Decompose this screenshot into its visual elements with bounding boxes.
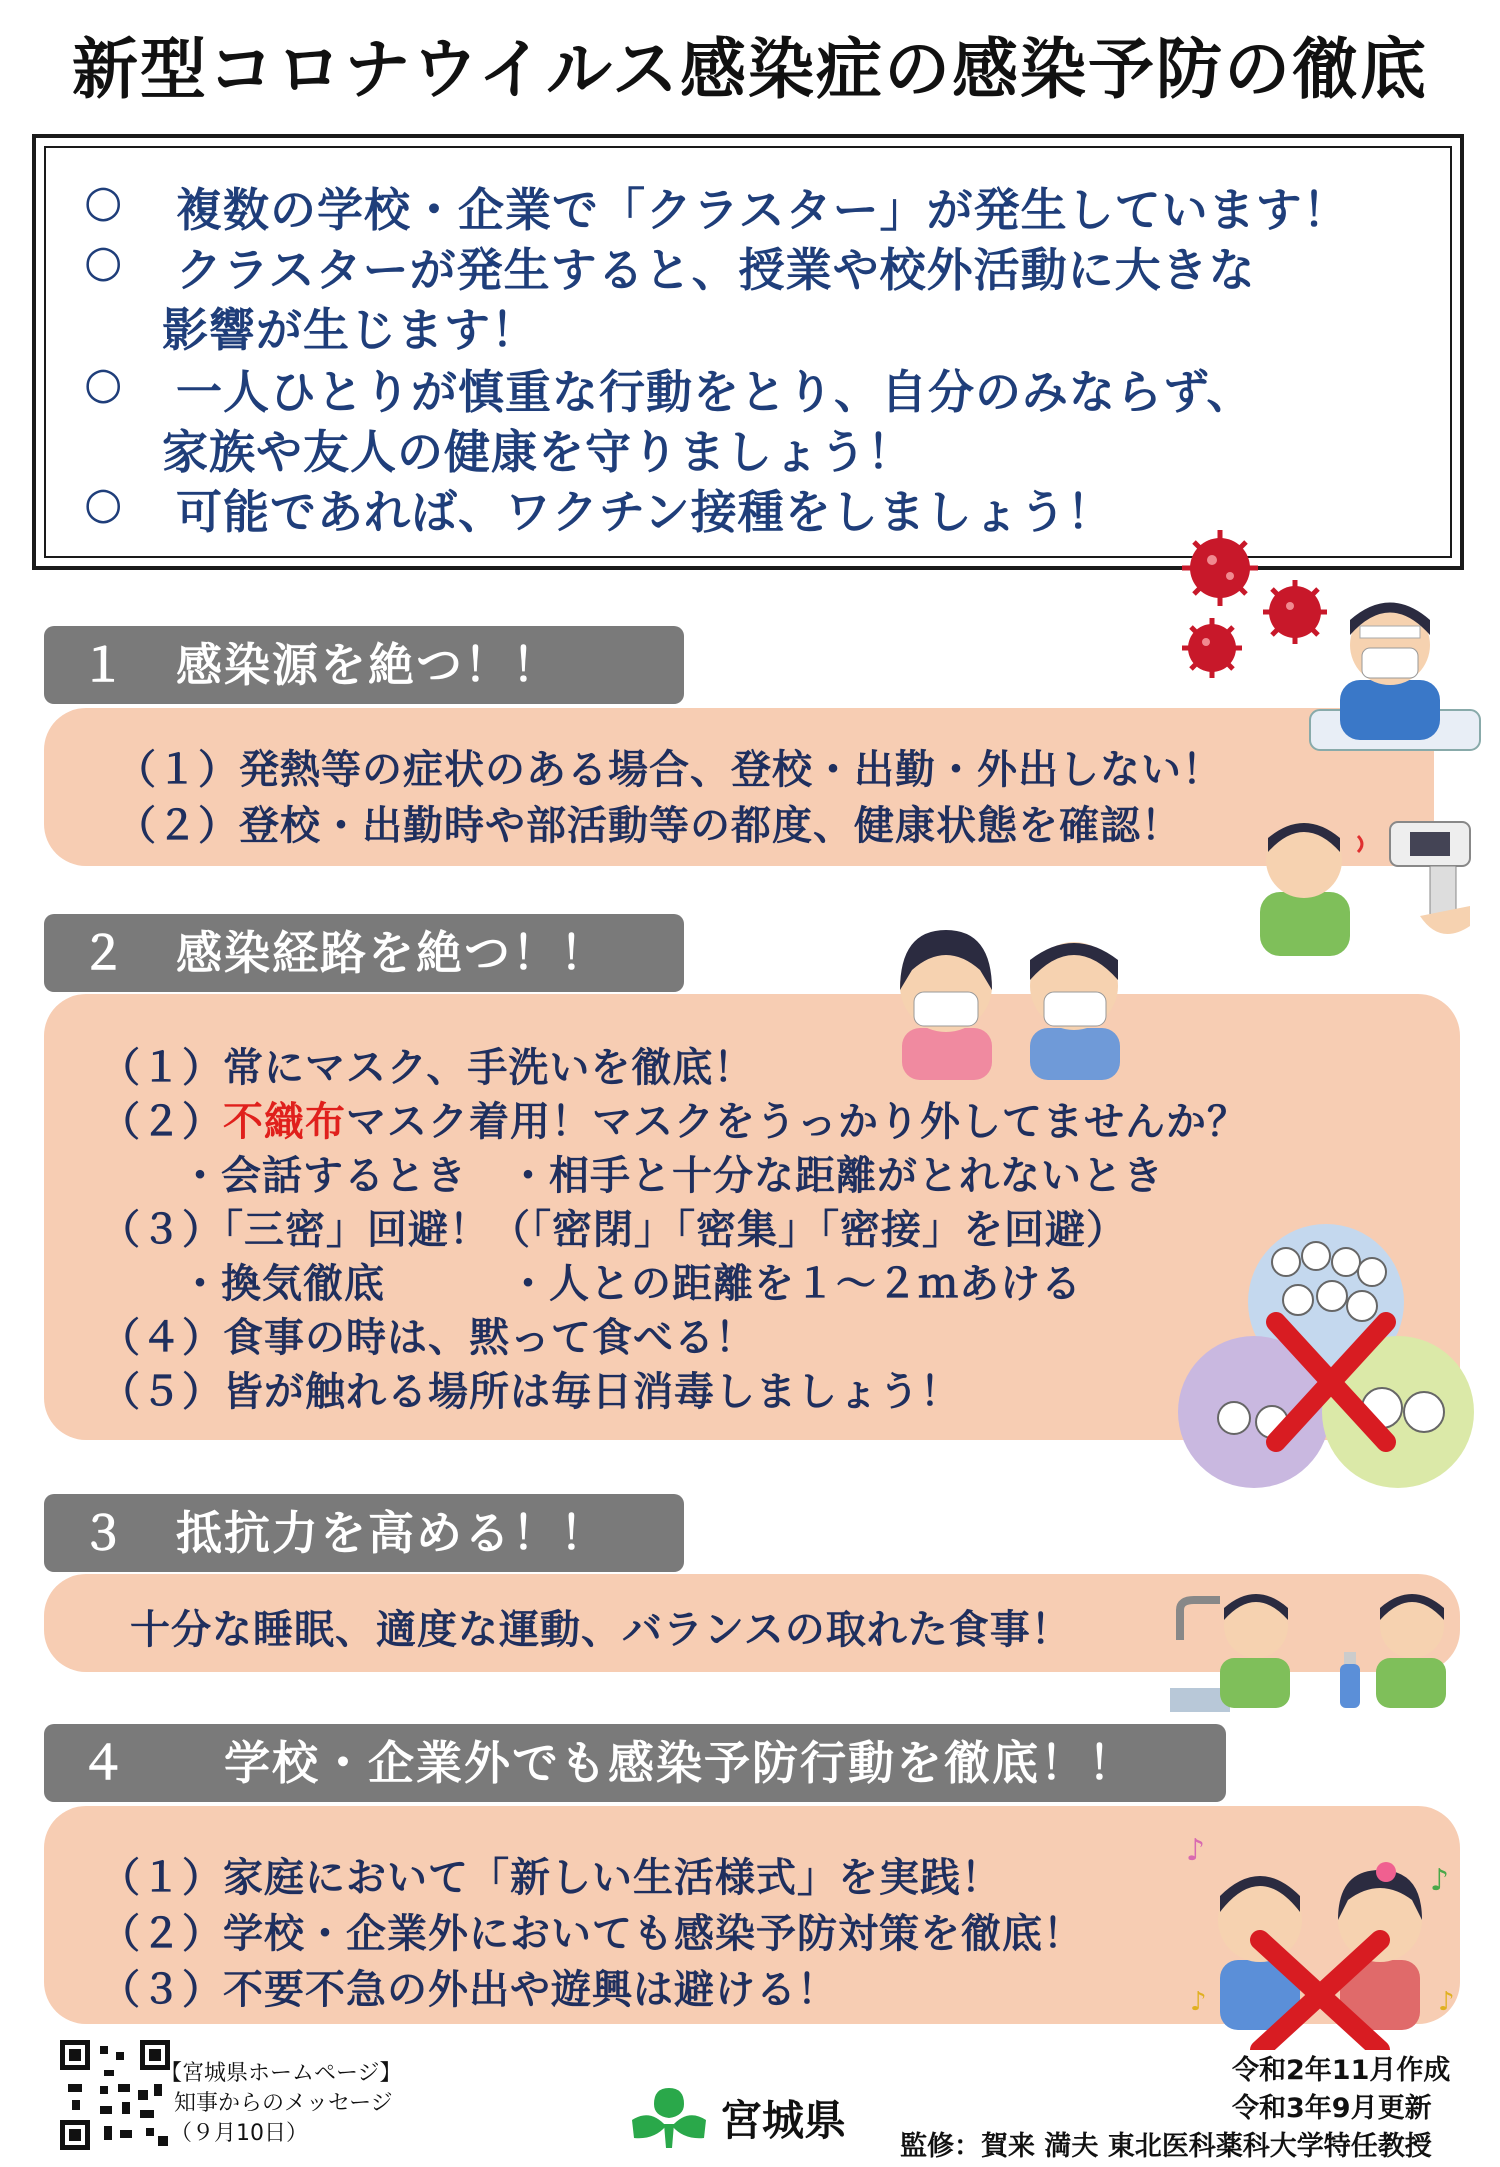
section-4-item-2: （２）学校・企業外においても感染予防対策を徹底！ xyxy=(100,1911,1084,1957)
intro-box xyxy=(32,134,1464,570)
item-text: マスク着用！マスクをうっかり外してませんか？ xyxy=(346,1099,1248,1145)
karaoke-illustration xyxy=(1180,1820,1470,2050)
section-1-item-2: （２）登校・出勤時や部活動等の都度、健康状態を確認！ xyxy=(116,803,1182,849)
bullet-marker: ○ xyxy=(84,176,123,227)
section-2-item-5: （５）皆が触れる場所は毎日消毒しましょう！ xyxy=(100,1369,961,1415)
svg-text:♪: ♪ xyxy=(1186,1833,1206,1868)
temperature-check-illustration xyxy=(1240,806,1480,956)
sick-person-illustration xyxy=(1300,590,1490,760)
section-4-item-1: （１）家庭において「新しい生活様式」を実践！ xyxy=(100,1855,1002,1901)
section-2-item-4: （４）食事の時は、黙って食べる！ xyxy=(100,1315,756,1361)
section-4-header: ４ 学校・企業外でも感染予防行動を徹底！！ xyxy=(44,1724,1226,1802)
item-number: （２） xyxy=(100,1099,223,1145)
miyagi-logo-text: 宮城県 xyxy=(720,2096,847,2145)
intro-line-3-cont: 家族や友人の健康を守りましょう！ xyxy=(162,425,914,479)
avoid-three-cs-illustration xyxy=(1176,1222,1476,1492)
section-3-header: ３ 抵抗力を高める！！ xyxy=(44,1494,684,1572)
qr-code xyxy=(60,2040,170,2150)
intro-line-1: 複数の学校・企業で「クラスター」が発生しています！ xyxy=(176,183,1350,237)
homepage-label: 【宮城県ホームページ】 xyxy=(160,2061,402,2086)
section-2-item-3-sub: ・換気徹底 ・人との距離を１～２ｍあける xyxy=(180,1261,1082,1307)
created-date: 令和2年11月作成 xyxy=(1232,2055,1451,2086)
section-2-header: ２ 感染経路を絶つ！！ xyxy=(44,914,684,992)
miyagi-logo-icon xyxy=(624,2080,714,2150)
section-1-panel xyxy=(44,708,1434,866)
svg-text:♪: ♪ xyxy=(1190,1987,1207,2017)
supervisor-credit: 監修：賀来 満夫 東北医科薬科大学特任教授 xyxy=(900,2131,1432,2162)
bullet-marker: ○ xyxy=(84,358,123,409)
intro-line-2-cont: 影響が生じます！ xyxy=(162,303,538,357)
section-2-item-1: （１）常にマスク、手洗いを徹底！ xyxy=(100,1045,755,1091)
section-2-item-3: （３）「三密」回避！（「密閉」「密集」「密接」を回避） xyxy=(100,1207,1127,1253)
section-2-item-2 xyxy=(100,1090,1248,1147)
nonwoven-highlight: 不織布 xyxy=(223,1099,346,1145)
section-3-item-1: 十分な睡眠、適度な運動、バランスの取れた食事！ xyxy=(130,1607,1072,1653)
section-2-item-2-sub: ・会話するとき ・相手と十分な距離がとれないとき xyxy=(180,1153,1164,1199)
masked-children-illustration xyxy=(880,920,1140,1080)
intro-line-3: 一人ひとりが慎重な行動をとり、自分のみならず、 xyxy=(176,365,1254,419)
section-1-item-1: （１）発熱等の症状のある場合、登校・出勤・外出しない！ xyxy=(116,747,1223,793)
bullet-marker: ○ xyxy=(84,478,123,529)
page-title: 新型コロナウイルス感染症の感染予防の徹底 xyxy=(71,31,1429,108)
handwashing-illustration xyxy=(1160,1580,1480,1720)
intro-line-4: 可能であれば、ワクチン接種をしましょう！ xyxy=(176,485,1114,539)
bullet-marker: ○ xyxy=(84,236,123,287)
section-4-item-3: （３）不要不急の外出や遊興は避ける！ xyxy=(100,1967,838,2013)
section-1-header: １ 感染源を絶つ！！ xyxy=(44,626,684,704)
svg-text:♪: ♪ xyxy=(1438,1987,1455,2017)
homepage-sub: 知事からのメッセージ xyxy=(174,2091,393,2116)
svg-text:♪: ♪ xyxy=(1430,1863,1450,1898)
intro-line-2: クラスターが発生すると、授業や校外活動に大きな xyxy=(176,243,1256,297)
updated-date: 令和3年9月更新 xyxy=(1232,2093,1432,2124)
homepage-date: （９月10日） xyxy=(170,2121,308,2146)
